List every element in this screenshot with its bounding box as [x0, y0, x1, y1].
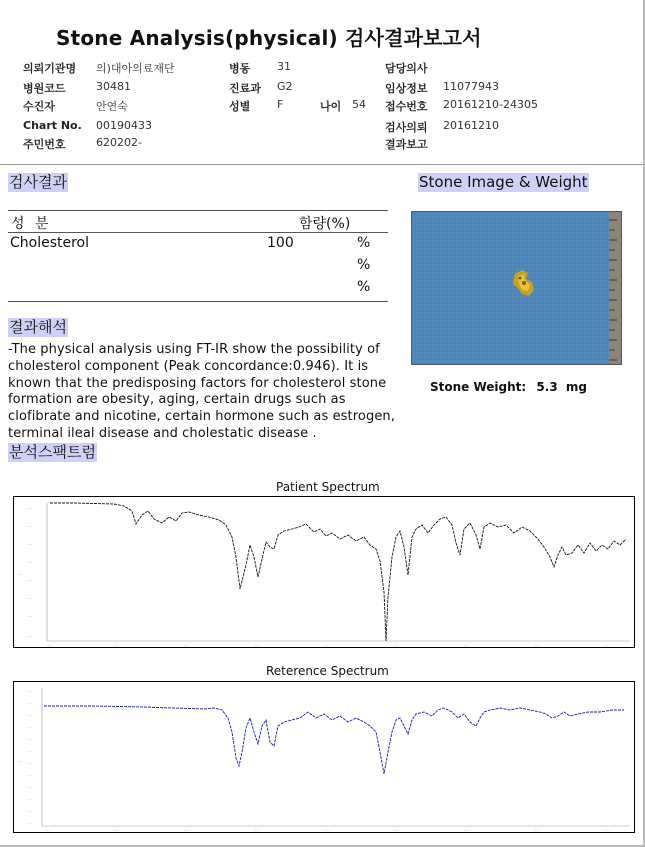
svg-text:-----: -----: [254, 643, 260, 647]
hospital-code-value: 30481: [96, 80, 131, 93]
svg-text:-----: -----: [394, 828, 400, 832]
sex-label: 성별: [229, 100, 251, 113]
patient-spectrum-title: Patient Spectrum: [276, 480, 380, 494]
svg-text:----: ----: [28, 578, 33, 582]
weight-label: Stone Weight:: [430, 380, 527, 394]
patient-spectrum-line: [50, 503, 626, 641]
svg-text:----: ----: [28, 560, 33, 564]
svg-text:-----: -----: [114, 643, 120, 647]
request-label: 검사의뢰: [385, 121, 428, 134]
table-header-line: [8, 232, 388, 233]
stone-photo: [411, 211, 622, 365]
svg-text:---: ---: [28, 725, 32, 729]
table-top-line: [8, 210, 388, 211]
patient-spectrum-svg: [14, 497, 634, 647]
stone-photo-graphic: [412, 212, 621, 364]
collector-label: 수진자: [23, 100, 55, 113]
doctor-label: 담당의사: [385, 62, 428, 75]
interpretation-text: -The physical analysis using FT-IR show the possibility of cholesterol component (Peak concordance:0.946). It is known that the predisposing factors for cholesterol stone formation are obesity, aging, certain drugs such as clofibrate and nicotine, certain hormone such as estrogen, terminal ileal disease and cholestatic disease .: [8, 342, 395, 441]
svg-text:-----: -----: [44, 828, 50, 832]
ward-label: 병동: [229, 62, 251, 75]
resident-label: 주민번호: [23, 138, 66, 151]
weight-value: 5.3: [536, 380, 558, 394]
header-divider: [0, 164, 643, 165]
svg-text:-----: -----: [604, 643, 610, 647]
request-value: 20161210: [443, 119, 499, 132]
svg-text:-----: -----: [324, 643, 330, 647]
dept-value: G2: [277, 80, 293, 93]
svg-text:---: ---: [28, 689, 32, 693]
patient-spectrum-plot: [13, 496, 635, 648]
svg-text:---: ---: [28, 785, 32, 789]
stone-weight: [430, 380, 587, 394]
svg-text:---: ---: [28, 737, 32, 741]
svg-text:----: ----: [28, 634, 33, 638]
report-label: 결과보고: [385, 138, 428, 151]
svg-text:-----: -----: [324, 828, 330, 832]
institution-value: [96, 60, 175, 76]
image-heading: Stone Image & Weight: [419, 173, 588, 191]
svg-text:---: ---: [28, 809, 32, 813]
spectrum-heading: 분석스팩트럼: [9, 443, 96, 461]
chart-label: Chart No.: [23, 119, 82, 132]
interpretation-heading: 결과해석: [9, 318, 67, 336]
svg-text:----: ----: [28, 524, 33, 528]
svg-text:---: ---: [28, 797, 32, 801]
reference-spectrum-title: Reterence Spectrum: [266, 664, 389, 678]
reference-spectrum-svg: [14, 682, 634, 832]
receipt-value: 20161210-24305: [443, 98, 538, 111]
svg-text:-----: -----: [534, 643, 540, 647]
resident-value: 620202-: [96, 136, 142, 149]
report-title: Stone Analysis(physical) 검사결과보고서: [56, 26, 482, 50]
svg-text:-----: -----: [114, 828, 120, 832]
svg-text:---: ---: [28, 713, 32, 717]
results-heading: 검사결과: [9, 173, 67, 191]
result-unit: %: [357, 257, 371, 273]
svg-text:-----: -----: [254, 828, 260, 832]
svg-text:----: ----: [28, 506, 33, 510]
result-component: Cholesterol: [10, 235, 90, 251]
svg-text:---: ---: [28, 749, 32, 753]
svg-text:-----: -----: [48, 643, 54, 647]
dept-label: 진료과: [229, 82, 261, 95]
chart-value: 00190433: [96, 119, 152, 132]
svg-text:----: ----: [28, 542, 33, 546]
reference-spectrum-line: [44, 706, 624, 774]
institution-label: 의뢰기관명: [23, 62, 77, 75]
clinical-value: 11077943: [443, 80, 499, 93]
svg-text:-----: -----: [464, 643, 470, 647]
table-bottom-line: [8, 301, 388, 302]
svg-text:----: ----: [28, 614, 33, 618]
svg-text:-----: -----: [184, 643, 190, 647]
svg-text:---: ---: [28, 761, 32, 765]
ward-value: 31: [277, 60, 291, 73]
receipt-label: 접수번호: [385, 100, 428, 113]
svg-text:---: ---: [28, 821, 32, 825]
hospital-code-label: 병원코드: [23, 82, 66, 95]
svg-text:---: ---: [28, 773, 32, 777]
col-amount-header: 함량(%): [299, 216, 351, 232]
svg-text:---: ---: [18, 572, 22, 576]
svg-text:-----: -----: [464, 828, 470, 832]
svg-text:---: ---: [28, 701, 32, 705]
age-value: 54: [352, 98, 366, 111]
institution-field: [23, 60, 76, 76]
reference-spectrum-plot: [13, 681, 635, 833]
svg-text:-----: -----: [534, 828, 540, 832]
age-label: 나이: [320, 100, 342, 113]
result-amount: 100: [267, 235, 294, 251]
result-unit: %: [357, 279, 371, 295]
svg-text:-----: -----: [184, 828, 190, 832]
weight-unit: mg: [565, 380, 587, 394]
svg-text:-----: -----: [604, 828, 610, 832]
svg-text:----: ----: [28, 596, 33, 600]
svg-text:-----: -----: [394, 643, 400, 647]
clinical-label: 임상정보: [385, 82, 428, 95]
result-unit: %: [357, 235, 371, 251]
collector-value: 안연숙: [96, 100, 128, 113]
institution-text: 의)대아의료재단: [96, 62, 175, 75]
col-component-header: 성 분: [11, 216, 52, 232]
sex-value: F: [277, 98, 284, 111]
svg-text:---: ---: [18, 759, 22, 763]
